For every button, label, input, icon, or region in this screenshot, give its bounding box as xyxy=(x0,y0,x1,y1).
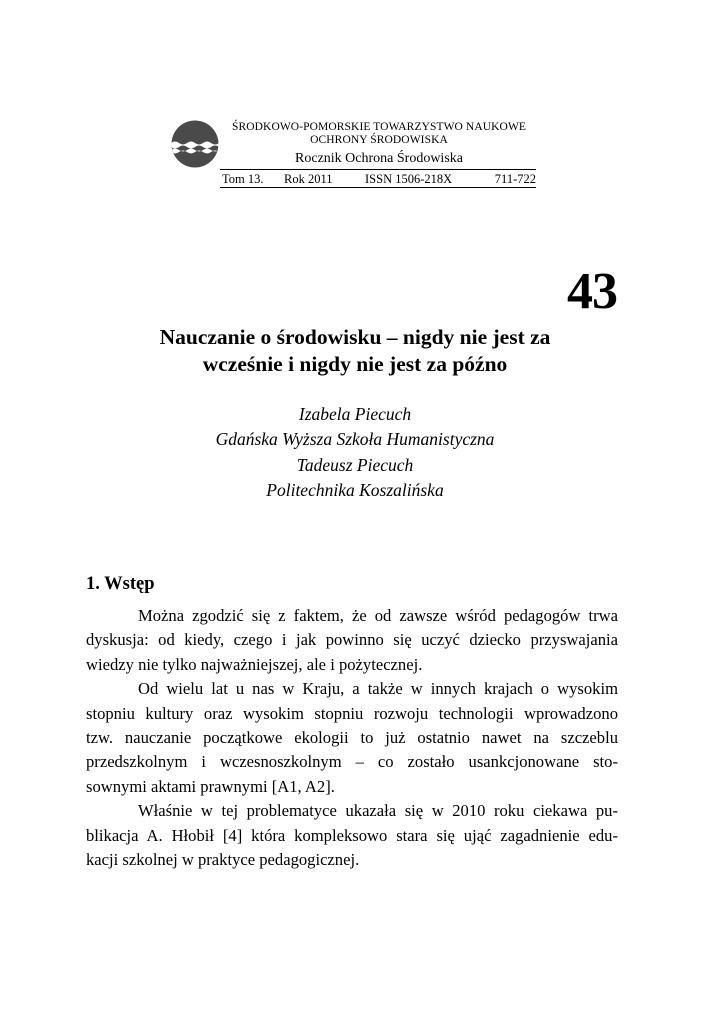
body-line: sownymi aktami prawnymi [A1, A2]. xyxy=(86,776,335,796)
publication-meta xyxy=(220,171,536,188)
section-heading: 1. Wstęp xyxy=(86,574,155,594)
article-title xyxy=(90,324,620,378)
body-line: stopniu kultury oraz wysokim stopniu rozwoju technologii wprowadzono xyxy=(86,703,618,723)
section-body xyxy=(86,604,618,872)
body-line: Można zgodzić się z faktem, że od zawsze wśród pedagogów trwa xyxy=(138,606,618,625)
society-logo-icon xyxy=(171,120,219,168)
article-title-line1: Nauczanie o środowisku – nigdy nie jest za xyxy=(159,325,551,349)
society-name-line2: OCHRONY ŚRODOWISKA xyxy=(310,134,448,146)
author-affiliation: Politechnika Koszalińska xyxy=(266,479,444,500)
authors-block xyxy=(90,402,620,502)
volume: Tom 13. xyxy=(222,172,264,186)
body-line: dyskusja: od kiedy, czego i jak powinno się uczyć dziecko przyswajania xyxy=(86,630,618,650)
society-name-line1: ŚRODKOWO-POMORSKIE TOWARZYSTWO NAUKOWE xyxy=(231,121,527,133)
author-affiliation: Gdańska Wyższa Szkoła Humanistyczna xyxy=(215,428,495,449)
body-line: przedszkolnym i wczesnoszkolnym – co zostało usankcjonowane sto- xyxy=(86,752,618,772)
body-line: Właśnie w tej problematyce ukazała się w 2010 roku ciekawa pu- xyxy=(138,801,618,821)
body-line: blikacja A. Hłobił [4] która kompleksowo stara się ująć zagadnienie edu- xyxy=(86,825,618,845)
page-range: 711-722 xyxy=(494,172,536,186)
issn: ISSN 1506-218X xyxy=(365,172,453,186)
body-line: Od wielu lat u nas w Kraju, a także w innych krajach o wysokim xyxy=(138,679,618,699)
author-name: Tadeusz Piecuch xyxy=(296,455,414,475)
header-rule xyxy=(220,169,536,170)
journal-title: Rocznik Ochrona Środowiska xyxy=(295,151,463,166)
body-line: tzw. nauczanie początkowe ekologii to już ostatnio nawet na szczeblu xyxy=(86,728,618,748)
year: Rok 2011 xyxy=(284,172,333,186)
body-line: wiedzy nie tylko najważniejszej, ale i pożytecznej. xyxy=(86,654,423,674)
article-title-line2: wcześnie i nigdy nie jest za późno xyxy=(202,352,508,376)
author-name: Izabela Piecuch xyxy=(298,404,412,424)
society-name xyxy=(222,121,536,147)
chapter-number: 43 xyxy=(567,263,617,320)
body-line: kacji szkolnej w praktyce pedagogicznej. xyxy=(86,850,360,870)
